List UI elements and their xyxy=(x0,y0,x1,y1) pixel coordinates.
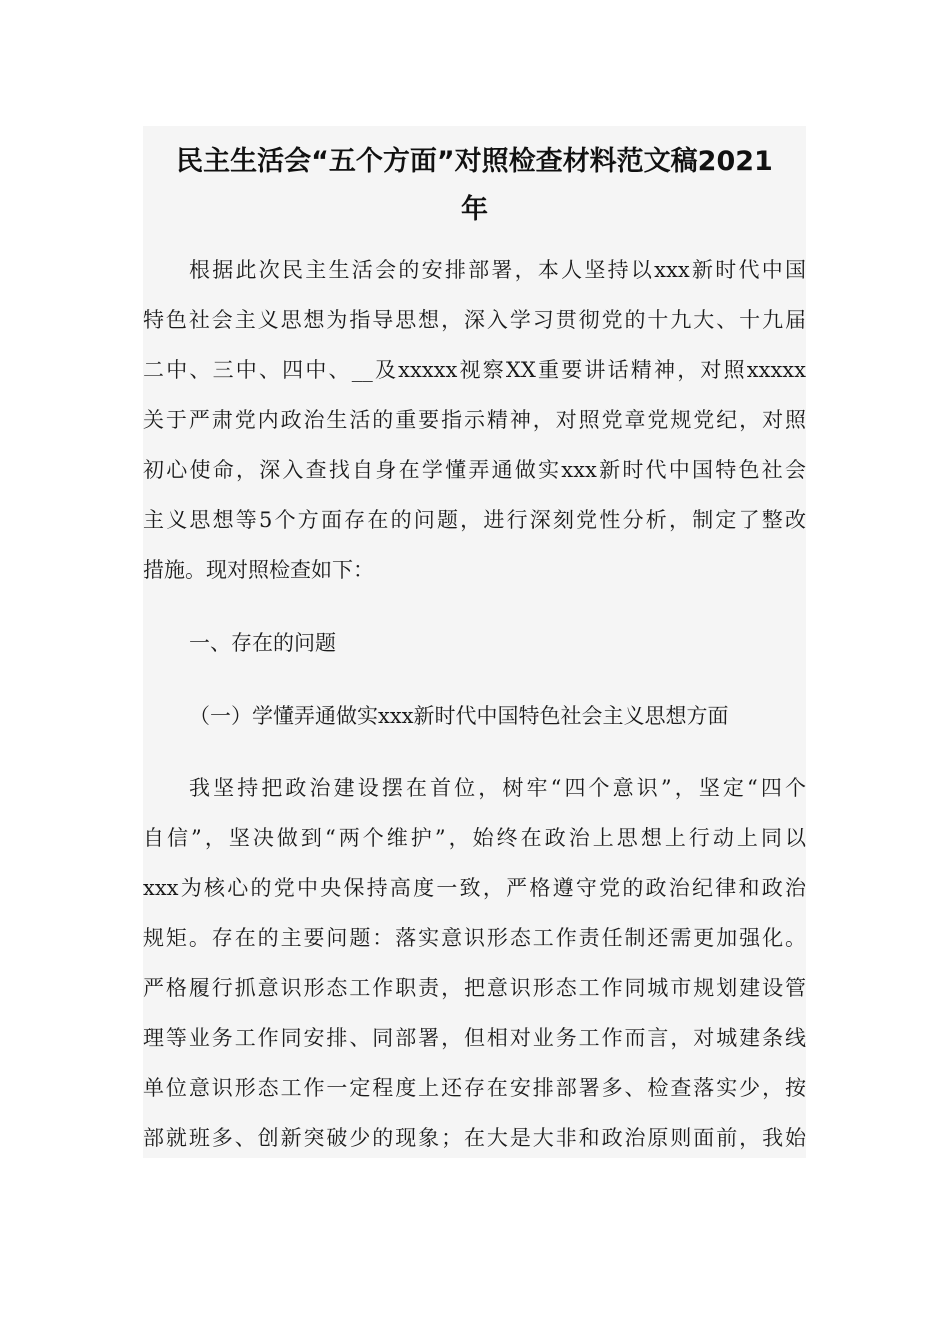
body-paragraph-line: 自信”，坚决做到“两个维护”，始终在政治上思想上行动上同以 xyxy=(143,826,806,850)
intro-paragraph-line: 主义思想等5个方面存在的问题，进行深刻党性分析，制定了整改 xyxy=(143,508,806,532)
body-paragraph-line: 部就班多、创新突破少的现象；在大是大非和政治原则面前，我始 xyxy=(143,1126,806,1150)
intro-paragraph-line: 根据此次民主生活会的安排部署，本人坚持以xxx新时代中国 xyxy=(189,258,806,282)
subsection-heading: （一）学懂弄通做实xxx新时代中国特色社会主义思想方面 xyxy=(189,704,729,728)
intro-paragraph-line: 二中、三中、四中、__及xxxxx视察XX重要讲话精神，对照xxxxx xyxy=(143,358,806,382)
body-paragraph-line: 严格履行抓意识形态工作职责，把意识形态工作同城市规划建设管 xyxy=(143,976,806,1000)
intro-paragraph-line: 特色社会主义思想为指导思想，深入学习贯彻党的十九大、十九届 xyxy=(143,308,806,332)
body-paragraph-line: 规矩。存在的主要问题：落实意识形态工作责任制还需更加强化。 xyxy=(143,926,806,950)
document-title-line-1: 民主生活会“五个方面”对照检查材料范文稿2021 xyxy=(176,146,773,177)
body-paragraph-line: 我坚持把政治建设摆在首位，树牢“四个意识”，坚定“四个 xyxy=(189,776,806,800)
body-paragraph-line: 单位意识形态工作一定程度上还存在安排部署多、检查落实少，按 xyxy=(143,1076,806,1100)
intro-paragraph-line: 初心使命，深入查找自身在学懂弄通做实xxx新时代中国特色社会 xyxy=(143,458,806,482)
body-paragraph-line: 理等业务工作同安排、同部署，但相对业务工作而言，对城建条线 xyxy=(143,1026,806,1050)
intro-paragraph-line: 措施。现对照检查如下： xyxy=(143,558,374,582)
section-heading: 一、存在的问题 xyxy=(189,631,336,655)
intro-paragraph-line: 关于严肃党内政治生活的重要指示精神，对照党章党规党纪，对照 xyxy=(143,408,806,432)
body-paragraph-line: xxx为核心的党中央保持高度一致，严格遵守党的政治纪律和政治 xyxy=(143,876,806,900)
document-title-line-2: 年 xyxy=(461,194,488,225)
document-content xyxy=(143,126,806,1158)
